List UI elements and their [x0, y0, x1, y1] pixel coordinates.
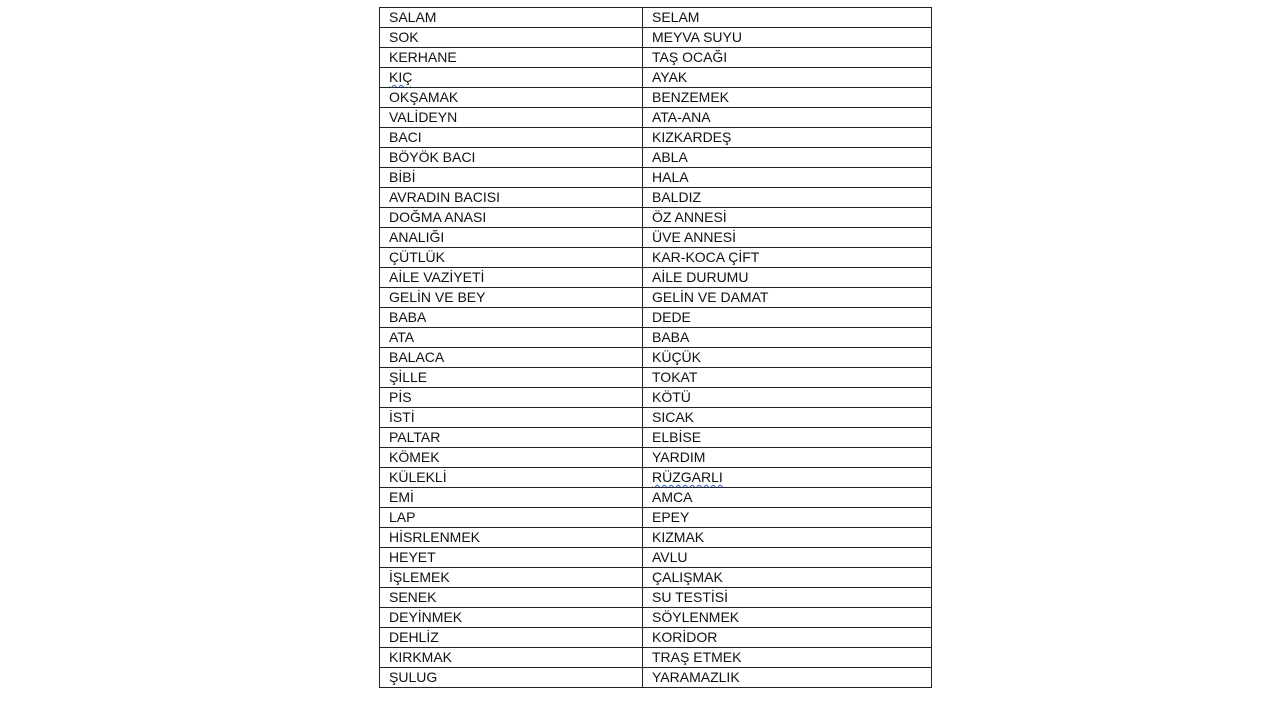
translation-word-cell [643, 148, 932, 168]
translation-word: KÖTÜ [652, 389, 691, 405]
source-word-cell [380, 28, 643, 48]
source-word-cell [380, 388, 643, 408]
table-row [380, 528, 932, 548]
translation-word-cell [643, 228, 932, 248]
translation-word-cell [643, 628, 932, 648]
table-row [380, 368, 932, 388]
translation-word: SICAK [652, 409, 695, 425]
source-word-cell [380, 328, 643, 348]
translation-word: AMCA [652, 489, 693, 505]
source-word: ŞULUG [389, 669, 438, 685]
translation-word-cell [643, 248, 932, 268]
table-row [380, 128, 932, 148]
table-row [380, 668, 932, 688]
source-word: HİSRLENMEK [389, 529, 481, 545]
translation-word-cell [643, 48, 932, 68]
translation-word-cell [643, 88, 932, 108]
translation-word: ÇALIŞMAK [652, 569, 723, 585]
translation-word: BALDIZ [652, 189, 702, 205]
source-word: BALACA [389, 349, 445, 365]
table-row [380, 48, 932, 68]
translation-word-cell [643, 468, 932, 488]
source-word-cell [380, 268, 643, 288]
source-word: KÜLEKLİ [389, 469, 447, 485]
table-row [380, 548, 932, 568]
source-word-cell [380, 628, 643, 648]
translation-word: ÜVE ANNESİ [652, 229, 737, 245]
table-row [380, 168, 932, 188]
table-row [380, 148, 932, 168]
source-word: VALİDEYN [389, 109, 458, 125]
source-word-cell [380, 428, 643, 448]
table-row [380, 308, 932, 328]
translation-word-cell [643, 488, 932, 508]
translation-word: DEDE [652, 309, 691, 325]
table-row [380, 108, 932, 128]
translation-word: ATA-ANA [652, 109, 711, 125]
translation-word: KÜÇÜK [652, 349, 702, 365]
source-word-cell [380, 188, 643, 208]
translation-word: EPEY [652, 509, 690, 525]
source-word: KIÇ [389, 69, 413, 85]
translation-word: TOKAT [652, 369, 698, 385]
source-word: DEHLİZ [389, 629, 439, 645]
translation-word-cell [643, 448, 932, 468]
translation-word-cell [643, 8, 932, 28]
source-word-cell [380, 108, 643, 128]
table-row [380, 588, 932, 608]
table-row [380, 448, 932, 468]
source-word: OKŞAMAK [389, 89, 459, 105]
source-word: ÇÜTLÜK [389, 249, 446, 265]
table-row [380, 408, 932, 428]
translation-word: ÖZ ANNESİ [652, 209, 727, 225]
translation-word-cell [643, 128, 932, 148]
source-word-cell [380, 468, 643, 488]
translation-word-cell [643, 188, 932, 208]
translation-word: ELBİSE [652, 429, 702, 445]
source-word: GELİN VE BEY [389, 289, 486, 305]
translation-word: MEYVA SUYU [652, 29, 742, 45]
translation-word-cell [643, 348, 932, 368]
source-word: KERHANE [389, 49, 457, 65]
translation-word: SELAM [652, 9, 700, 25]
translation-word-cell [643, 388, 932, 408]
source-word-cell [380, 128, 643, 148]
source-word-cell [380, 308, 643, 328]
source-word-cell [380, 368, 643, 388]
translation-word: BABA [652, 329, 690, 345]
translation-word-cell [643, 588, 932, 608]
translation-word-cell [643, 168, 932, 188]
translation-word: SÖYLENMEK [652, 609, 740, 625]
translation-word-cell [643, 668, 932, 688]
translation-word-cell [643, 548, 932, 568]
source-word-cell [380, 508, 643, 528]
source-word-cell [380, 88, 643, 108]
translation-word-cell [643, 288, 932, 308]
source-word-cell [380, 408, 643, 428]
source-word-cell [380, 348, 643, 368]
table-row [380, 268, 932, 288]
source-word: ATA [389, 329, 415, 345]
translation-word: YARDIM [652, 449, 706, 465]
table-row [380, 468, 932, 488]
translation-word: YARAMAZLIK [652, 669, 740, 685]
source-word: EMİ [389, 489, 414, 505]
source-word: DOĞMA ANASI [389, 209, 487, 225]
translation-word: HALA [652, 169, 689, 185]
table-row [380, 328, 932, 348]
word-table [379, 7, 932, 688]
translation-word-cell [643, 108, 932, 128]
source-word: AVRADIN BACISI [389, 189, 500, 205]
translation-word-cell [643, 648, 932, 668]
source-word: AİLE VAZİYETİ [389, 269, 485, 285]
source-word: BABA [389, 309, 427, 325]
source-word: HEYET [389, 549, 436, 565]
source-word-cell [380, 488, 643, 508]
source-word: SENEK [389, 589, 437, 605]
translation-word: RÜZGARLI [652, 469, 723, 485]
translation-word-cell [643, 68, 932, 88]
table-row [380, 348, 932, 368]
translation-word-cell [643, 608, 932, 628]
source-word: BİBİ [389, 169, 416, 185]
table-row [380, 68, 932, 88]
translation-word-cell [643, 208, 932, 228]
word-table-body [380, 8, 932, 688]
source-word: BÖYÖK BACI [389, 149, 476, 165]
translation-word: GELİN VE DAMAT [652, 289, 769, 305]
table-row [380, 608, 932, 628]
source-word-cell [380, 448, 643, 468]
translation-word: KORİDOR [652, 629, 718, 645]
source-word-cell [380, 528, 643, 548]
translation-word: TAŞ OCAĞI [652, 49, 728, 65]
source-word-cell [380, 608, 643, 628]
source-word-cell [380, 568, 643, 588]
translation-word-cell [643, 28, 932, 48]
table-row [380, 88, 932, 108]
source-word-cell [380, 668, 643, 688]
source-word-cell [380, 648, 643, 668]
table-row [380, 228, 932, 248]
source-word: İSTİ [389, 409, 415, 425]
translation-word-cell [643, 528, 932, 548]
table-row [380, 428, 932, 448]
translation-word: KIZMAK [652, 529, 705, 545]
source-word: KÖMEK [389, 449, 440, 465]
translation-word: TRAŞ ETMEK [652, 649, 742, 665]
translation-word-cell [643, 568, 932, 588]
table-row [380, 288, 932, 308]
source-word-cell [380, 8, 643, 28]
source-word: DEYİNMEK [389, 609, 463, 625]
translation-word: SU TESTİSİ [652, 589, 728, 605]
translation-word-cell [643, 428, 932, 448]
source-word-cell [380, 228, 643, 248]
table-row [380, 208, 932, 228]
translation-word-cell [643, 408, 932, 428]
source-word: SOK [389, 29, 419, 45]
table-row [380, 488, 932, 508]
source-word: PALTAR [389, 429, 441, 445]
translation-word: KAR-KOCA ÇİFT [652, 249, 760, 265]
source-word: SALAM [389, 9, 437, 25]
source-word-cell [380, 48, 643, 68]
source-word-cell [380, 548, 643, 568]
table-row [380, 8, 932, 28]
table-row [380, 248, 932, 268]
source-word-cell [380, 68, 643, 88]
source-word: KIRKMAK [389, 649, 453, 665]
table-row [380, 188, 932, 208]
source-word-cell [380, 588, 643, 608]
table-row [380, 28, 932, 48]
table-row [380, 628, 932, 648]
translation-word-cell [643, 308, 932, 328]
translation-word-cell [643, 508, 932, 528]
translation-word-cell [643, 268, 932, 288]
translation-word: BENZEMEK [652, 89, 730, 105]
table-row [380, 568, 932, 588]
translation-word: AVLU [652, 549, 688, 565]
translation-word: AİLE DURUMU [652, 269, 749, 285]
source-word: PİS [389, 389, 412, 405]
source-word-cell [380, 168, 643, 188]
source-word: İŞLEMEK [389, 569, 450, 585]
source-word: ŞİLLE [389, 369, 428, 385]
table-row [380, 648, 932, 668]
source-word: ANALIĞI [389, 229, 445, 245]
source-word-cell [380, 248, 643, 268]
translation-word: AYAK [652, 69, 688, 85]
table-row [380, 388, 932, 408]
translation-word: ABLA [652, 149, 688, 165]
source-word-cell [380, 148, 643, 168]
source-word-cell [380, 288, 643, 308]
source-word-cell [380, 208, 643, 228]
translation-word-cell [643, 328, 932, 348]
translation-word-cell [643, 368, 932, 388]
table-row [380, 508, 932, 528]
source-word: BACI [389, 129, 422, 145]
source-word: LAP [389, 509, 416, 525]
translation-word: KIZKARDEŞ [652, 129, 732, 145]
